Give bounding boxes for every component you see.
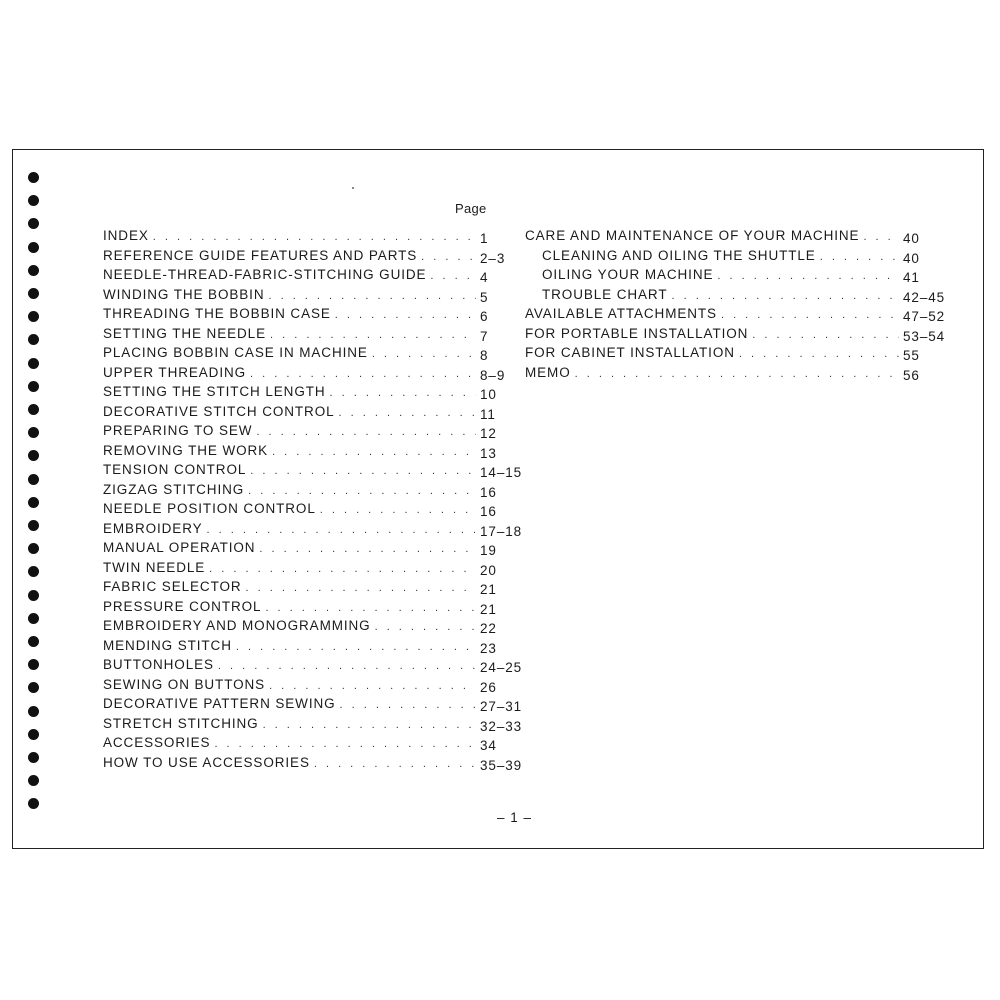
- toc-entry: [103, 423, 528, 443]
- binding-hole: [28, 427, 39, 438]
- toc-dot-leader: [721, 309, 899, 321]
- toc-entry-page: 1: [480, 231, 489, 246]
- toc-entry: [525, 228, 955, 248]
- toc-dot-leader: [671, 290, 899, 302]
- toc-entry-title: TWIN NEEDLE: [103, 559, 206, 575]
- toc-dot-leader: [717, 270, 899, 282]
- toc-right-column: [525, 228, 955, 384]
- toc-entry-page: 16: [480, 484, 497, 500]
- toc-entry-title: AVAILABLE ATTACHMENTS: [525, 306, 717, 321]
- toc-dot-leader: [214, 738, 476, 750]
- toc-entry-page: 42–45: [903, 289, 946, 305]
- toc-entry: [103, 345, 528, 365]
- binding-hole: [28, 242, 39, 253]
- toc-dot-leader: [314, 758, 476, 770]
- binding-hole: [28, 358, 39, 369]
- toc-entry-page: 16: [480, 504, 497, 519]
- toc-entry-page: 2–3: [480, 250, 506, 266]
- toc-entry-page: 7: [480, 328, 489, 344]
- toc-left-column: [103, 228, 528, 774]
- toc-entry: [103, 755, 528, 775]
- toc-entry-title: NEEDLE-THREAD-FABRIC-STITCHING GUIDE: [103, 267, 427, 282]
- toc-dot-leader: [575, 368, 899, 380]
- toc-entry-title: PRESSURE CONTROL: [103, 598, 262, 614]
- binding-hole: [28, 566, 39, 577]
- toc-dot-leader: [218, 660, 476, 672]
- page-column-header: Page: [455, 201, 487, 216]
- toc-entry-page: 32–33: [480, 718, 523, 734]
- toc-entry-title: EMBROIDERY AND MONOGRAMMING: [103, 618, 371, 633]
- toc-entry-title: DECORATIVE PATTERN SEWING: [103, 696, 336, 711]
- toc-dot-leader: [270, 329, 476, 341]
- binding-hole: [28, 636, 39, 647]
- toc-entry: [103, 579, 528, 599]
- toc-dot-leader: [269, 680, 476, 692]
- toc-entry-page: 5: [480, 289, 489, 305]
- toc-dot-leader: [820, 251, 899, 263]
- toc-entry: [525, 306, 955, 326]
- toc-entry-page: 6: [480, 309, 489, 324]
- binding-hole: [28, 311, 39, 322]
- toc-entry: [103, 404, 528, 424]
- toc-entry-title: THREADING THE BOBBIN CASE: [103, 306, 331, 321]
- toc-entry-title: ACCESSORIES: [103, 735, 211, 750]
- toc-dot-leader: [752, 329, 899, 341]
- toc-entry-title: EMBROIDERY: [103, 520, 203, 536]
- toc-entry-title: TENSION CONTROL: [103, 462, 247, 477]
- toc-dot-leader: [250, 465, 476, 477]
- toc-entry-title: OILING YOUR MACHINE: [542, 267, 714, 282]
- toc-entry-page: 24–25: [480, 660, 523, 675]
- toc-entry-title: REFERENCE GUIDE FEATURES AND PARTS: [103, 247, 418, 263]
- toc-entry: [103, 228, 528, 248]
- toc-entry-page: 17–18: [480, 523, 523, 539]
- toc-entry-page: 21: [480, 601, 497, 617]
- toc-entry-page: 23: [480, 640, 497, 656]
- toc-entry-title: PREPARING TO SEW: [103, 423, 253, 438]
- toc-entry: [525, 248, 955, 268]
- binding-hole: [28, 798, 39, 809]
- toc-dot-leader: [340, 699, 476, 711]
- toc-entry: [103, 482, 528, 502]
- toc-entry-page: 8–9: [480, 367, 506, 383]
- binding-hole: [28, 450, 39, 461]
- toc-dot-leader: [421, 251, 476, 263]
- print-speck: [352, 187, 354, 189]
- toc-entry-title: REMOVING THE WORK: [103, 442, 269, 458]
- toc-entry-page: 19: [480, 543, 497, 558]
- toc-entry-page: 4: [480, 270, 489, 285]
- toc-entry-title: MENDING STITCH: [103, 637, 232, 653]
- toc-entry: [525, 267, 955, 287]
- toc-entry-page: 40: [903, 231, 920, 246]
- binding-hole: [28, 682, 39, 693]
- toc-entry-page: 53–54: [903, 328, 946, 344]
- toc-dot-leader: [256, 426, 476, 438]
- toc-entry: [103, 306, 528, 326]
- toc-dot-leader: [330, 387, 476, 399]
- toc-entry-page: 40: [903, 250, 920, 266]
- toc-dot-leader: [335, 309, 476, 321]
- toc-entry: [103, 540, 528, 560]
- binding-hole: [28, 613, 39, 624]
- toc-entry-page: 12: [480, 426, 497, 441]
- toc-entry: [103, 267, 528, 287]
- toc-dot-leader: [236, 641, 476, 653]
- toc-dot-leader: [375, 621, 476, 633]
- toc-entry-title: SEWING ON BUTTONS: [103, 676, 266, 692]
- binding-hole: [28, 729, 39, 740]
- binding-hole: [28, 659, 39, 670]
- toc-entry-title: HOW TO USE ACCESSORIES: [103, 754, 310, 770]
- toc-entry-page: 41: [903, 270, 920, 285]
- toc-dot-leader: [248, 485, 476, 497]
- toc-entry-page: 10: [480, 387, 497, 402]
- toc-entry-title: BUTTONHOLES: [103, 657, 214, 672]
- binding-hole: [28, 218, 39, 229]
- toc-dot-leader: [246, 582, 476, 594]
- toc-entry-page: 8: [480, 348, 489, 363]
- toc-entry: [103, 599, 528, 619]
- toc-entry-page: 13: [480, 445, 497, 461]
- toc-dot-leader: [259, 543, 476, 555]
- toc-entry: [103, 735, 528, 755]
- binding-hole: [28, 752, 39, 763]
- toc-entry: [103, 248, 528, 268]
- toc-entry-title: DECORATIVE STITCH CONTROL: [103, 403, 335, 419]
- toc-entry-page: 56: [903, 367, 920, 383]
- toc-entry: [103, 521, 528, 541]
- binding-hole: [28, 590, 39, 601]
- toc-dot-leader: [272, 446, 476, 458]
- toc-entry: [103, 657, 528, 677]
- toc-entry-page: 34: [480, 738, 497, 753]
- binding-hole: [28, 497, 39, 508]
- binding-hole: [28, 404, 39, 415]
- toc-entry: [103, 462, 528, 482]
- toc-dot-leader: [430, 270, 476, 282]
- toc-dot-leader: [268, 290, 476, 302]
- toc-entry-page: 21: [480, 582, 497, 597]
- binding-hole: [28, 543, 39, 554]
- toc-entry: [525, 345, 955, 365]
- toc-entry: [103, 716, 528, 736]
- toc-entry-title: NEEDLE POSITION CONTROL: [103, 501, 316, 516]
- toc-entry-title: MEMO: [525, 364, 571, 380]
- binding-hole: [28, 474, 39, 485]
- toc-entry-title: FOR PORTABLE INSTALLATION: [525, 325, 749, 341]
- toc-entry: [103, 326, 528, 346]
- toc-entry: [525, 326, 955, 346]
- binding-hole: [28, 195, 39, 206]
- binding-hole: [28, 265, 39, 276]
- toc-entry-title: PLACING BOBBIN CASE IN MACHINE: [103, 345, 368, 360]
- toc-dot-leader: [265, 602, 476, 614]
- binding-hole: [28, 334, 39, 345]
- toc-entry: [103, 365, 528, 385]
- toc-dot-leader: [339, 407, 476, 419]
- toc-entry-title: STRETCH STITCHING: [103, 715, 259, 731]
- toc-dot-leader: [250, 368, 476, 380]
- toc-entry: [103, 677, 528, 697]
- toc-entry-title: FOR CABINET INSTALLATION: [525, 345, 735, 360]
- toc-entry-title: SETTING THE STITCH LENGTH: [103, 384, 326, 399]
- toc-entry-page: 20: [480, 562, 497, 578]
- binding-hole: [28, 520, 39, 531]
- toc-dot-leader: [863, 231, 899, 243]
- toc-entry-title: UPPER THREADING: [103, 364, 247, 380]
- toc-entry-page: 47–52: [903, 309, 946, 324]
- toc-entry-page: 35–39: [480, 757, 523, 773]
- toc-entry-title: INDEX: [103, 228, 149, 243]
- binding-hole: [28, 381, 39, 392]
- toc-dot-leader: [207, 524, 476, 536]
- binding-hole: [28, 775, 39, 786]
- toc-entry-title: CARE AND MAINTENANCE OF YOUR MACHINE: [525, 228, 860, 243]
- toc-entry: [103, 443, 528, 463]
- toc-entry-title: MANUAL OPERATION: [103, 540, 256, 555]
- toc-dot-leader: [739, 348, 899, 360]
- toc-entry-page: 14–15: [480, 465, 523, 480]
- binding-holes: [28, 172, 48, 822]
- toc-entry: [103, 287, 528, 307]
- toc-entry-title: TROUBLE CHART: [542, 286, 668, 302]
- toc-entry-title: SETTING THE NEEDLE: [103, 325, 266, 341]
- toc-entry-page: 26: [480, 679, 497, 695]
- toc-entry-page: 55: [903, 348, 920, 363]
- toc-entry: [525, 287, 955, 307]
- toc-entry: [103, 618, 528, 638]
- toc-dot-leader: [320, 504, 476, 516]
- toc-entry-title: CLEANING AND OILING THE SHUTTLE: [542, 247, 816, 263]
- binding-hole: [28, 288, 39, 299]
- toc-dot-leader: [372, 348, 476, 360]
- toc-dot-leader: [263, 719, 476, 731]
- binding-hole: [28, 172, 39, 183]
- toc-dot-leader: [153, 231, 476, 243]
- toc-entry-title: FABRIC SELECTOR: [103, 579, 242, 594]
- toc-entry: [103, 696, 528, 716]
- page-number-footer: – 1 –: [497, 810, 533, 825]
- toc-entry-title: ZIGZAG STITCHING: [103, 481, 245, 497]
- toc-entry: [525, 365, 955, 385]
- toc-entry: [103, 560, 528, 580]
- toc-entry: [103, 501, 528, 521]
- toc-entry: [103, 638, 528, 658]
- toc-dot-leader: [209, 563, 476, 575]
- toc-entry: [103, 384, 528, 404]
- toc-entry-page: 11: [480, 406, 496, 422]
- toc-entry-page: 27–31: [480, 699, 523, 714]
- toc-entry-page: 22: [480, 621, 497, 636]
- binding-hole: [28, 706, 39, 717]
- toc-entry-title: WINDING THE BOBBIN: [103, 286, 265, 302]
